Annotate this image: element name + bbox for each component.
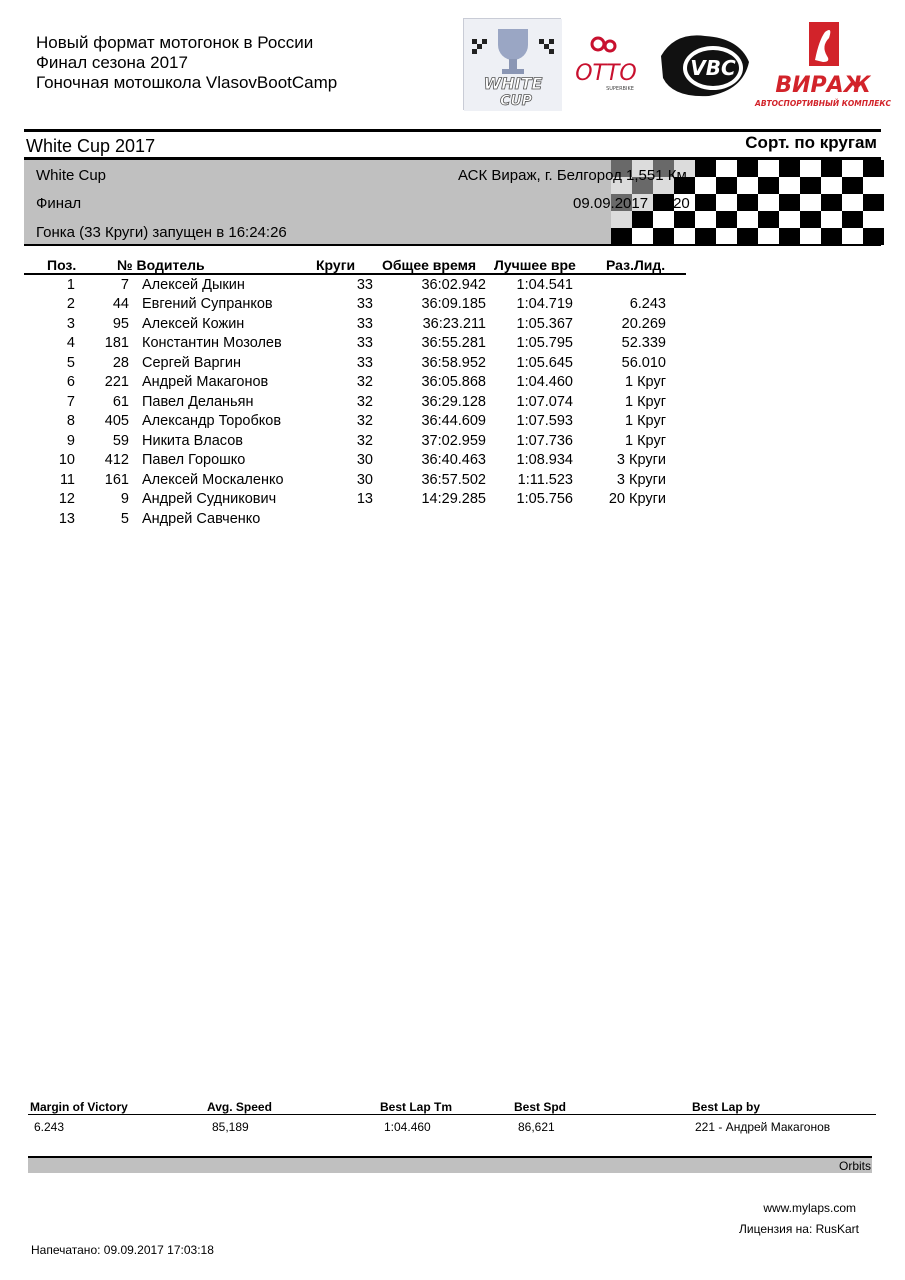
cell-total: 36:29.128 [421,393,486,410]
summary-header-best-spd: Best Spd [514,1100,567,1114]
cell-gap: 1 Круг [625,374,666,390]
col-header-pos: Поз. [47,257,77,273]
table-row [0,491,905,511]
cell-total: 36:23.211 [422,315,486,332]
cell-best: 1:07.736 [516,432,573,449]
cell-pos: 9 [66,432,75,449]
cell-driver: Алексей Москаленко [142,471,284,488]
col-header-best-lap: Лучшее вре [494,257,576,273]
cell-pos: 11 [59,471,75,488]
table-row [0,296,905,316]
cell-total: 36:58.952 [421,354,486,371]
cell-laps: 32 [356,413,373,429]
cell-total: 36:57.502 [421,471,486,488]
cell-pos: 3 [66,315,75,332]
cell-best: 1:07.593 [516,413,573,429]
cell-num: 161 [104,471,129,488]
cell-best: 1:08.934 [516,452,573,468]
header-line-3: Гоночная мотошкола VlasovBootCamp [36,73,338,92]
orbits-label: Orbits [838,1159,871,1173]
cell-driver: Андрей Савченко [142,510,261,527]
session-name: Финал [36,195,82,212]
cell-total: 36:55.281 [421,335,486,351]
cell-total: 14:29.285 [421,491,486,507]
cell-gap: 3 Круги [616,471,666,488]
table-row [0,355,905,375]
cell-num: 412 [104,452,129,468]
band-bottom-rule [24,244,881,246]
cell-num: 221 [104,374,129,390]
cell-num: 181 [104,335,129,351]
cell-best: 1:04.719 [516,296,573,312]
cell-driver: Алексей Дыкин [142,276,245,293]
cell-gap: 6.243 [629,296,666,312]
event-title: White Cup 2017 [26,136,156,156]
cell-gap: 1 Круг [625,393,666,410]
cell-best: 1:05.795 [516,335,573,351]
cell-best: 1:04.541 [516,276,573,293]
table-row [0,452,905,472]
cell-driver: Андрей Макагонов [142,374,269,390]
summary-header-avg-speed: Avg. Speed [207,1100,272,1114]
cell-laps: 32 [356,393,373,410]
cell-driver: Александр Торобков [142,413,282,429]
header-line-1: Новый формат мотогонок в России [36,33,314,52]
cell-total: 36:02.942 [421,276,486,293]
report-header [36,33,337,93]
cell-driver: Андрей Судникович [142,491,277,507]
cell-pos: 2 [66,296,75,312]
cell-num: 9 [120,491,129,507]
cell-driver: Алексей Кожин [142,315,245,332]
summary-best-lap-by: 221 - Андрей Макагонов [695,1120,831,1134]
cell-laps: 33 [356,276,373,293]
otto-logo-subtext: SUPERBIKE [606,86,634,92]
results-header-rule [24,273,686,275]
cell-num: 405 [104,413,129,429]
title-top-rule [24,129,881,132]
vbc-logo [655,28,755,102]
cell-driver: Павел Горошко [142,452,246,468]
cell-driver: Константин Мозолев [142,335,282,351]
cell-laps: 30 [356,471,373,488]
cell-driver: Евгений Супранков [142,296,273,312]
race-info: Гонка (33 Круги) запущен в 16:24:26 [36,224,287,241]
cell-laps: 30 [356,452,373,468]
otto-logo-text: OTTO [575,61,637,86]
cell-pos: 1 [66,276,75,293]
cell-num: 61 [112,393,129,410]
series-name: White Cup [36,167,107,184]
cell-driver: Павел Деланьян [142,393,254,410]
cell-laps: 13 [356,491,373,507]
table-row [0,374,905,394]
cell-laps: 33 [356,335,373,351]
cell-laps: 33 [356,296,373,312]
cell-total: 36:40.463 [421,452,486,468]
cell-total: 37:02.959 [421,432,486,449]
cell-pos: 5 [66,354,75,371]
cell-pos: 10 [58,452,75,468]
printed-timestamp: Напечатано: 09.09.2017 17:03:18 [31,1243,214,1257]
cell-pos: 4 [66,335,75,351]
virazh-logo-subtext: АВТОСПОРТИВНЫЙ КОМПЛЕКС [755,99,891,108]
vbc-logo-text: VBC [690,56,736,80]
white-cup-logo-text-2: CUP [500,93,532,109]
col-header-total-time: Общее время [382,257,477,273]
cell-num: 28 [112,354,129,371]
cell-laps: 33 [356,315,373,332]
summary-header-best-lap-by: Best Lap by [692,1100,761,1114]
cell-gap: 20 Круги [608,491,666,507]
cell-laps: 33 [356,354,373,371]
cell-total: 36:09.185 [421,296,486,312]
cell-num: 44 [112,296,129,312]
cell-num: 7 [120,276,129,293]
cell-total: 36:05.868 [421,374,486,390]
cell-best: 1:04.460 [516,374,573,390]
cell-pos: 13 [58,510,75,527]
summary-margin: 6.243 [34,1120,65,1134]
cell-gap: 52.339 [621,335,666,351]
cell-num: 5 [120,510,129,527]
cell-best: 1:05.756 [516,491,573,507]
summary-best-spd: 86,621 [518,1120,555,1134]
cell-laps: 32 [356,374,373,390]
white-cup-logo [463,18,561,110]
summary-avg-speed: 85,189 [212,1120,249,1134]
cell-gap: 1 Круг [625,432,666,449]
cell-driver: Сергей Варгин [142,354,241,371]
table-row [0,433,905,453]
table-row [0,394,905,414]
cell-num: 95 [112,315,129,332]
cell-num: 59 [112,432,129,449]
cell-best: 1:05.367 [516,315,573,332]
col-header-gap: Раз.Лид. [606,257,666,273]
session-datetime: 09.09.2017 16:20 [573,195,690,212]
cell-gap: 20.269 [621,315,666,332]
table-row [0,511,905,531]
summary-best-lap-tm: 1:04.460 [384,1120,431,1134]
cell-gap: 3 Круги [616,452,666,468]
cell-gap: 56.010 [621,354,666,371]
venue: АСК Вираж, г. Белгород 1,551 Км [458,167,687,184]
otto-logo [570,34,642,98]
cell-driver: Никита Власов [142,432,243,449]
cell-best: 1:05.645 [516,354,573,371]
website-link[interactable]: www.mylaps.com [763,1201,856,1215]
col-header-num-driver: № Водитель [117,257,205,273]
license-text: Лицензия на: RusKart [739,1222,859,1236]
summary-header-best-lap-tm: Best Lap Tm [380,1100,453,1114]
table-row [0,335,905,355]
table-row [0,413,905,433]
cell-pos: 6 [66,374,75,390]
orbits-bar [28,1158,872,1173]
cell-total: 36:44.609 [421,413,486,429]
cell-pos: 12 [58,491,75,507]
summary-rule [28,1114,876,1115]
virazh-logo [755,22,891,112]
table-row [0,316,905,336]
cell-laps: 32 [356,432,373,449]
header-line-2: Финал сезона 2017 [36,53,188,72]
cell-best: 1:11.523 [517,471,573,488]
summary-header-margin: Margin of Victory [30,1100,128,1114]
virazh-logo-text: ВИРАЖ [775,73,871,98]
table-row [0,472,905,492]
cell-best: 1:07.074 [516,393,573,410]
cell-gap: 1 Круг [625,413,666,429]
cell-pos: 8 [66,413,75,429]
white-cup-logo-text-1: WHITE [483,74,543,93]
cell-pos: 7 [66,393,75,410]
col-header-laps: Круги [316,257,356,273]
sort-label: Сорт. по кругам [745,133,877,152]
table-row [0,277,905,297]
